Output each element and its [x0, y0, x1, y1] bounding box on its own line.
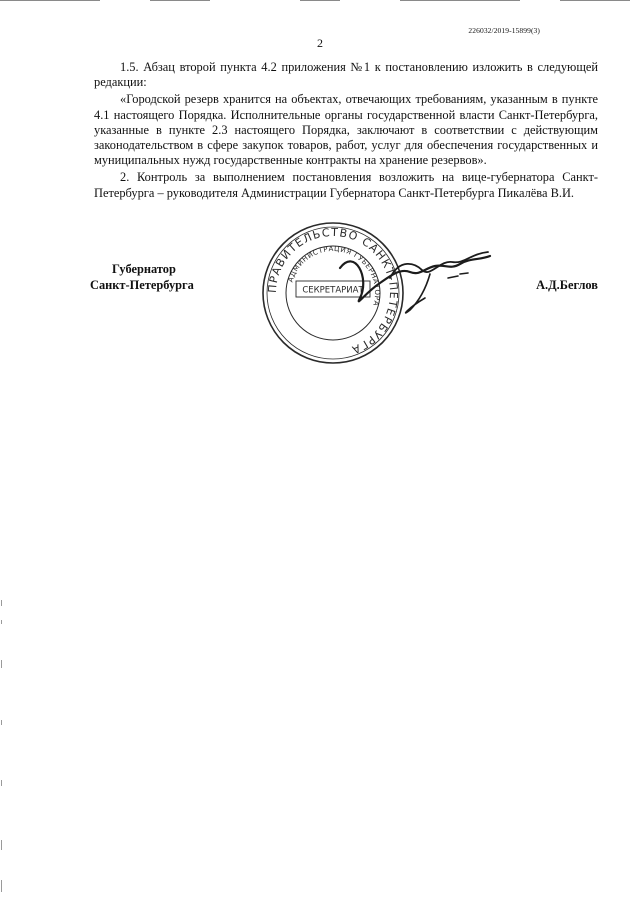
- signatory-title-line-1: Губернатор: [112, 262, 176, 276]
- scan-left-edge: [0, 600, 3, 900]
- signatory-title-line-2: Санкт-Петербурга: [90, 277, 194, 292]
- page-number: 2: [317, 36, 323, 50]
- paragraph-amendment: 1.5. Абзац второй пункта 4.2 приложения №1 к постановлению изложить в следующей редакции:: [94, 60, 598, 90]
- paragraph-control: 2. Контроль за выполнением постановления возложить на вице-губернатора Санкт-Петербурга – руководителя Администрации Губернатора Санкт-Петербурга Пикалёва В.И.: [94, 170, 598, 200]
- seal-outer-text: ПРАВИТЕЛЬСТВО САНКТ-ПЕТЕРБУРГА: [265, 225, 401, 357]
- seal-center-text: СЕКРЕТАРИАТ: [302, 285, 364, 296]
- handwritten-signature: [330, 238, 500, 318]
- signatory-title: [90, 262, 194, 293]
- paragraph-quoted-text: «Городской резерв хранится на объектах, отвечающих требованиям, указанным в пункте 4.1 настоящего Порядка. Исполнительные органы государственной власти Санкт-Петербурга, указанные в пункте 2.3 настоящего Порядка, заключают в соответствии с действующим законодательством в сфере закупок товаров, работ, услуг для обеспечения государственных и муниципальных нужд государственные контракты на хранение резервов».: [94, 92, 598, 168]
- signatory-name: А.Д.Беглов: [536, 278, 598, 292]
- seal-inner-text: АДМИНИСТРАЦИЯ ГУБЕРНАТОРА: [286, 244, 382, 308]
- scan-top-edge: [0, 0, 640, 3]
- document-body: [94, 60, 598, 203]
- document-registration-number: 226032/2019-15899(3): [468, 26, 540, 35]
